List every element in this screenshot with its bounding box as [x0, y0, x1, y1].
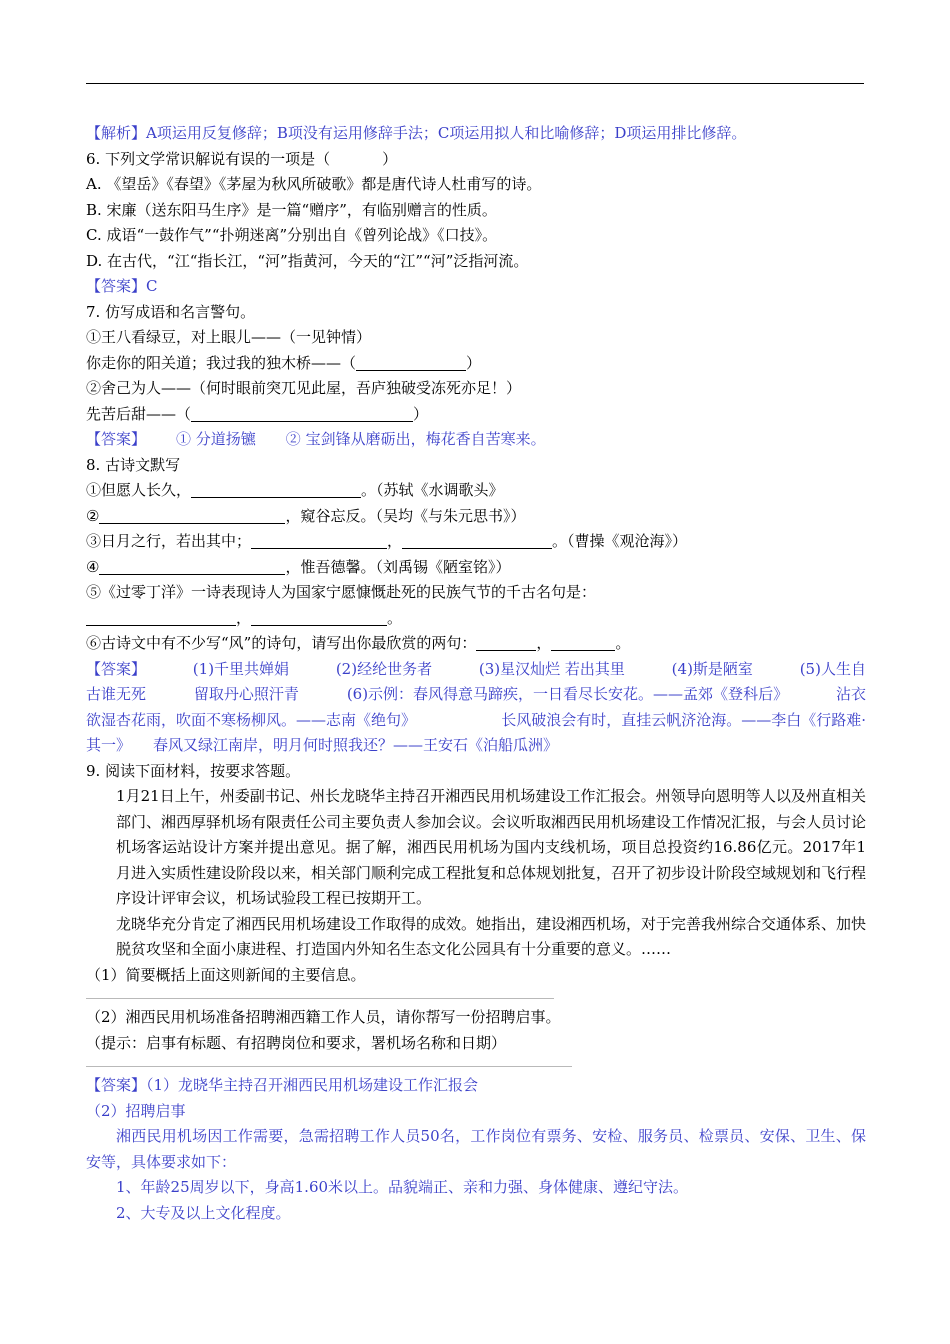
q6-option-c: C. 成语“一鼓作气”“扑朔迷离”分别出自《曾列论战》《口技》。	[86, 226, 498, 244]
answer-blank	[99, 507, 285, 524]
q9-paragraph-1: 1月21日上午，州委副书记、州长龙晓华主持召开湘西民用机场建设工作汇报会。州领导向恩明等人以及州直相关部门、湘西厚驿机场有限责任公司主要负责人参加会议。会议听取湘西民用机场建设工作情况汇报，与会人员讨论机场客运站设计方案并提出意见。据了解，湘西民用机场为国内支线机场，项目总投资约16.86亿元。2017年1月进入实质性建设阶段以来，相关部门顺利完成工程批复和总体规划批复，召开了初步设计阶段空域规划和飞行程序设计评审会议，机场试验段工程已按期开工。	[116, 787, 867, 907]
answer-blank	[251, 532, 387, 549]
q7-line-1: ①王八看绿豆，对上眼儿——（一见钟情）	[86, 328, 372, 346]
q9-stem: 9. 阅读下面材料，按要求答题。	[86, 761, 301, 780]
q6-answer: 【答案】C	[86, 277, 158, 295]
answer-blank	[476, 634, 536, 651]
q6-option-a: A. 《望岳》《春望》《茅屋为秋风所破歌》都是唐代诗人杜甫写的诗。	[86, 175, 542, 193]
answer-rule	[86, 998, 554, 999]
q9-sub-1: （1）简要概括上面这则新闻的主要信息。	[86, 965, 366, 984]
q8-line-1: ①但愿人长久， 。（苏轼《水调歌头》	[86, 481, 504, 499]
q9-requirement-1: 1、年龄25周岁以下，身高1.60米以上。品貌端正、亲和力强、身体健康、遵纪守法。	[116, 1178, 689, 1196]
q7-line-4: 先苦后甜——（ ）	[86, 404, 429, 423]
answer-blank	[99, 558, 285, 575]
answer-blank	[86, 609, 236, 626]
q7-line-3: ②舍己为人——（何时眼前突兀见此屋，吾庐独破受冻死亦足！）	[86, 379, 522, 397]
q8-line-4: ④ ，惟吾德馨。（刘禹锡《陋室铭》）	[86, 557, 511, 576]
q8-line-7: ⑥古诗文中有不少写“风”的诗句，请写出你最欣赏的两句： ， 。	[86, 634, 631, 652]
q9-hint: （提示：启事有标题、有招聘岗位和要求，署机场名称和日期）	[86, 1033, 507, 1052]
q9-answer-1: 【答案】（1）龙晓华主持召开湘西民用机场建设工作汇报会	[86, 1076, 479, 1094]
q6-option-d: D. 在古代，“江“指长江，“河”指黄河，今天的“江”“河”泛指河流。	[86, 251, 529, 270]
q8-stem: 8. 古诗文默写	[86, 455, 181, 474]
answer-blank	[191, 481, 361, 498]
answer-blank	[191, 405, 413, 422]
q8-line-5: ⑤《过零丁洋》一诗表现诗人为国家宁愿慷慨赴死的民族气节的千古名句是：	[86, 583, 597, 601]
header-rule	[86, 83, 864, 84]
analysis-text: A项运用反复修辞；B项没有运用修辞手法；C项运用拟人和比喻修辞；D项运用排比修辞。	[146, 124, 747, 142]
q7-line-2: 你走你的阳关道；我过我的独木桥——（ ）	[86, 353, 482, 372]
q9-paragraph-2: 龙晓华充分肯定了湘西民用机场建设工作取得的成效。她指出，建设湘西机场，对于完善我州综合交通体系、加快脱贫攻坚和全面小康进程、打造国内外知名生态文化公园具有十分重要的意义。……	[116, 914, 867, 958]
answer-blank	[251, 609, 387, 626]
document-content	[86, 121, 866, 1226]
answer-rule	[86, 1066, 572, 1067]
q6-stem: 6. 下列文学常识解说有误的一项是（ ）	[86, 149, 398, 168]
q7-stem: 7. 仿写成语和名言警句。	[86, 302, 256, 321]
q8-line-6: ， 。	[86, 606, 866, 632]
q8-line-3: ③日月之行，若出其中； ， 。（曹操《观沧海》）	[86, 532, 688, 550]
answer-blank	[402, 532, 552, 549]
q7-answer: 【答案】 ① 分道扬镳 ② 宝剑锋从磨砺出，梅花香自苦寒来。	[86, 430, 546, 448]
q9-requirement-2: 2、大专及以上文化程度。	[116, 1203, 291, 1222]
answer-blank	[356, 354, 466, 371]
q9-answer-2: （2）招聘启事	[86, 1101, 186, 1120]
q6-option-b: B. 宋廉（送东阳马生序》是一篇“赠序”，有临别赠言的性质。	[86, 200, 497, 219]
q8-answer-line-2: 古谁无死 留取丹心照汗青 (6)示例：春风得意马蹄疾，一日看尽长安花。——孟郊《登科后》 沾衣	[86, 685, 866, 703]
q9-answer-paragraph: 湘西民用机场因工作需要，急需招聘工作人员50名，工作岗位有票务、安检、服务员、检票员、安保、卫生、保安等，具体要求如下：	[86, 1127, 866, 1171]
q8-answer-line-1: 【答案】 (1)千里共婵娟 (2)经纶世务者 (3)星汉灿烂 若出其里 (4)斯是陋室 (5)人生自	[86, 659, 866, 678]
q8-answer-line-4: 其一》 春风又绿江南岸，明月何时照我还？——王安石《泊船瓜洲》	[86, 736, 559, 754]
q8-line-2: ② ，窥谷忘反。（吴均《与朱元思书》）	[86, 506, 526, 525]
q8-answer-line-3: 欲湿杏花雨，吹面不寒杨柳风。——志南《绝句》 长风破浪会有时，直挂云帆济沧海。——李白《行路难·	[86, 710, 866, 729]
q9-sub-2: （2）湘西民用机场准备招聘湘西籍工作人员，请你帮写一份招聘启事。	[86, 1008, 561, 1026]
analysis-tag: 【解析】	[86, 124, 147, 142]
analysis-line	[86, 121, 866, 147]
answer-blank	[551, 634, 615, 651]
